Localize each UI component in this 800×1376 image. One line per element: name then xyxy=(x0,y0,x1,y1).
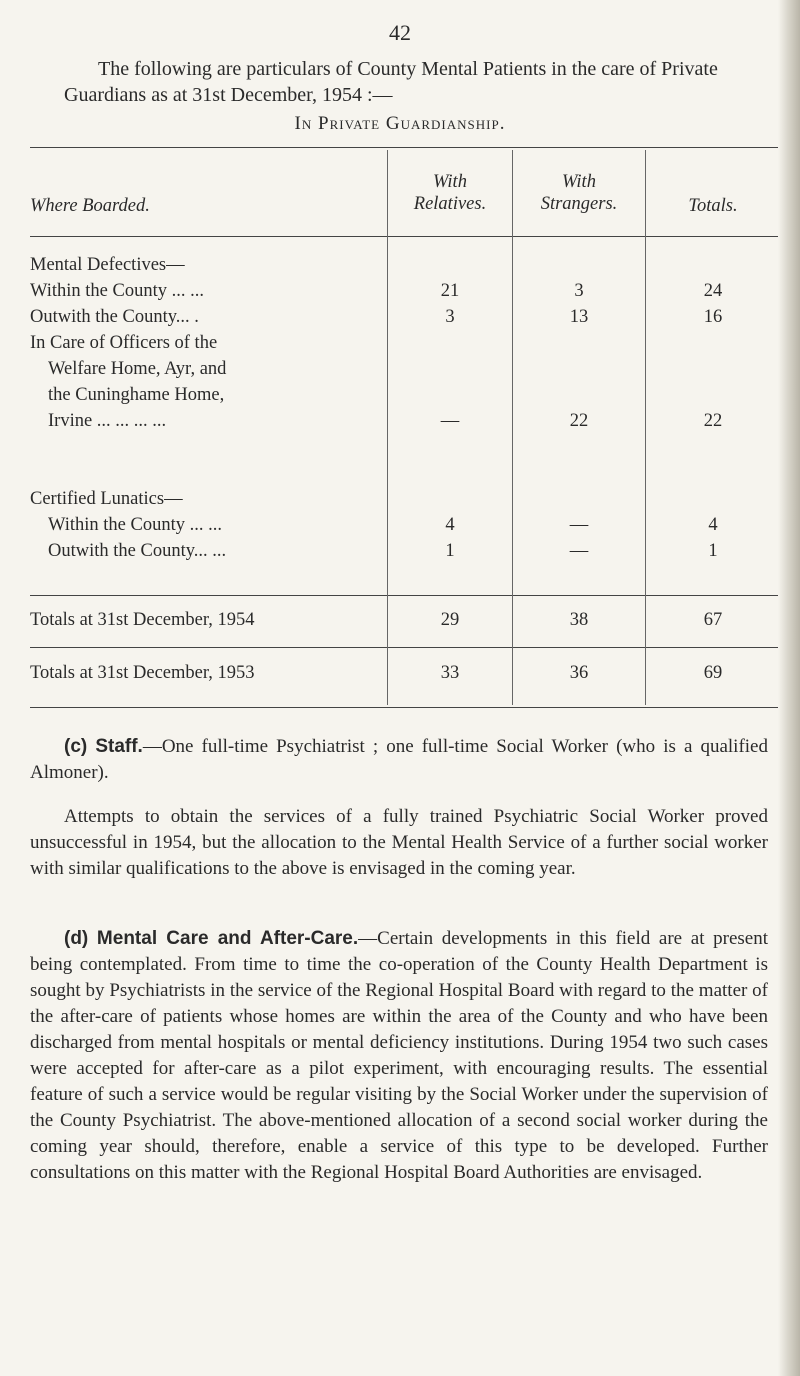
cell-totals: 22 xyxy=(703,411,723,431)
cell-relatives: 4 xyxy=(445,515,455,535)
cell-relatives: 21 xyxy=(440,281,460,301)
cell-relatives: 3 xyxy=(445,307,455,327)
cell-relatives: 1 xyxy=(445,541,455,561)
cell-totals: 24 xyxy=(703,281,723,301)
totals-1953-relatives: 33 xyxy=(440,663,460,683)
totals-1954-top-rule xyxy=(30,595,778,596)
mental-care-paragraph xyxy=(30,926,768,1186)
header-with-relatives-line2: Relatives. xyxy=(413,194,487,214)
table-bottom-rule xyxy=(30,707,778,708)
mental-care-text: —Certain developments in this field are at present being contemplated. From time to time the co-operation of the County Health Department is sought by Psychiatrists in the service of the Regional Hospital Board with regard to the matter of the after-care of patients whose homes are within the area of the County and who have been discharged from mental hospitals or mental deficiency institutions. During 1954 two such cases were accepted for after-care as a pilot experiment, with encouraging results. The essential feature of such a service would be regular visiting by the Social Worker under the supervision of the County Psychiatrist. The above-mentioned allocation of a second social worker during the coming year should, therefore, enable a service of this type to be developed. Further consultations on this matter with the Regional Hospital Board Authorities are envisaged. xyxy=(30,928,768,1183)
mental-care-title: Mental Care and After-Care. xyxy=(96,928,359,949)
cell-totals: 4 xyxy=(708,515,718,535)
totals-1954-relatives: 29 xyxy=(440,610,460,630)
care-label-line: Irvine ... ... ... ... xyxy=(48,411,167,431)
header-with-strangers-line1: With xyxy=(562,172,596,192)
row-label: Outwith the County... ... xyxy=(48,541,227,561)
cell-strangers: 13 xyxy=(569,307,589,327)
totals-1953-totals: 69 xyxy=(703,663,723,683)
care-label-line: the Cuninghame Home, xyxy=(48,385,225,405)
staff-title: Staff. xyxy=(95,736,143,757)
column-divider xyxy=(645,150,646,705)
section-certified-lunatics: Certified Lunatics— xyxy=(30,489,183,509)
staff-paragraph xyxy=(30,734,768,786)
totals-1954-label: Totals at 31st December, 1954 xyxy=(30,610,255,630)
attempts-paragraph: Attempts to obtain the services of a fully trained Psychiatric Social Worker proved unsuccessful in 1954, but the allocation to the Mental Health Service of a further social worker with similar qualifications to the above is envisaged in the coming year. xyxy=(30,806,768,879)
totals-1953-strangers: 36 xyxy=(569,663,589,683)
row-label: Within the County ... ... xyxy=(30,281,204,301)
page-number: 42 xyxy=(389,20,411,45)
table-top-rule xyxy=(30,147,778,148)
staff-prefix: (c) xyxy=(64,736,88,757)
header-totals: Totals. xyxy=(688,196,738,216)
intro-paragraph: The following are particulars of County Mental Patients in the care of Private Guardians as at 31st December, 1954 :— xyxy=(64,58,718,106)
section-mental-defectives: Mental Defectives— xyxy=(30,255,185,275)
cell-strangers: — xyxy=(569,515,589,535)
care-label-line: Welfare Home, Ayr, and xyxy=(48,359,227,379)
totals-1954-totals: 67 xyxy=(703,610,723,630)
cell-strangers: — xyxy=(569,541,589,561)
totals-1953-label: Totals at 31st December, 1953 xyxy=(30,663,255,683)
header-with-relatives xyxy=(390,171,510,215)
header-with-strangers xyxy=(514,171,644,215)
cell-strangers: 3 xyxy=(574,281,584,301)
column-divider xyxy=(387,150,388,705)
totals-1954-strangers: 38 xyxy=(569,610,589,630)
header-with-relatives-line1: With xyxy=(433,172,467,192)
row-label: Within the County ... ... xyxy=(48,515,222,535)
care-label-line: In Care of Officers of the xyxy=(30,333,218,353)
cell-totals: 1 xyxy=(708,541,718,561)
mental-care-prefix: (d) xyxy=(64,928,89,949)
page-edge-shadow xyxy=(778,0,800,1376)
cell-strangers: 22 xyxy=(569,411,589,431)
column-divider xyxy=(512,150,513,705)
cell-totals: 16 xyxy=(703,307,723,327)
header-with-strangers-line2: Strangers. xyxy=(540,194,618,214)
totals-1953-top-rule xyxy=(30,647,778,648)
table-heading: In Private Guardianship. xyxy=(294,113,506,134)
cell-relatives: — xyxy=(440,411,460,431)
header-bottom-rule xyxy=(30,236,778,237)
staff-text: —One full-time Psychiatrist ; one full-time Social Worker (who is a qualified Almoner). xyxy=(30,736,768,783)
header-where-boarded: Where Boarded. xyxy=(30,196,150,216)
row-label: Outwith the County... . xyxy=(30,307,199,327)
